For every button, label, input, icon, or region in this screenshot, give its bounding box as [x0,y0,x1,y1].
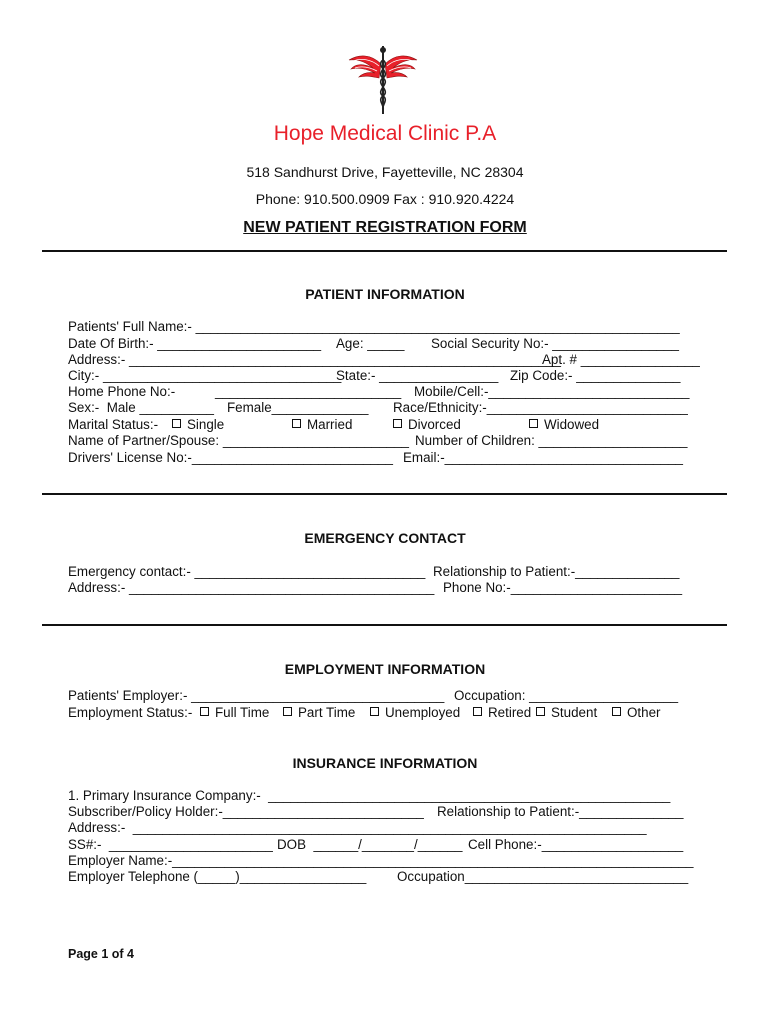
insurance-relationship-field[interactable]: Relationship to Patient:-______________ [437,804,684,819]
checkbox-icon[interactable] [370,707,379,716]
employment-status-label: Employment Status:- [68,705,193,720]
dob-field[interactable]: Date Of Birth:- ______________________ [68,336,322,351]
caduceus-icon [345,42,421,116]
ssn-field[interactable]: Social Security No:- _________________ [431,336,679,351]
option-label: Part Time [298,705,356,720]
employer-field[interactable]: Patients' Employer:- __________________________________ [68,688,445,703]
employer-telephone-field[interactable]: Employer Telephone (_____)_________________ [68,869,367,884]
checkbox-icon[interactable] [283,707,292,716]
marital-single-option[interactable] [172,417,224,433]
occupation-field[interactable]: Occupation: ____________________ [454,688,679,703]
option-label: Widowed [544,417,600,432]
checkbox-icon[interactable] [612,707,621,716]
state-field[interactable]: State:- ________________ [336,368,499,383]
children-field[interactable]: Number of Children: ____________________ [415,433,688,448]
primary-insurance-field[interactable]: 1. Primary Insurance Company:- ______________________________________________________ [68,788,671,803]
divider [42,624,727,626]
option-label: Unemployed [385,705,461,720]
option-label: Single [187,417,225,432]
status-full-time-option[interactable] [200,705,269,721]
subscriber-field[interactable]: Subscriber/Policy Holder:-___________________________ [68,804,424,819]
emergency-contact-field[interactable]: Emergency contact:- _______________________________ [68,564,426,579]
marital-status-label: Marital Status:- [68,417,159,432]
option-label: Retired [488,705,532,720]
mobile-field[interactable]: Mobile/Cell:-___________________________ [414,384,690,399]
insurance-dob-field[interactable]: DOB ______/_______/______ [277,837,463,852]
sex-female-field[interactable]: Female_____________ [227,400,369,415]
insurance-address-field[interactable]: Address:- _____________________________________________________________________ [68,820,647,835]
checkbox-icon[interactable] [200,707,209,716]
insurance-info-title: INSURANCE INFORMATION [292,755,478,771]
home-phone-field[interactable]: _________________________ [215,384,402,399]
city-field[interactable]: City:- ________________________________ [68,368,342,383]
form-title: NEW PATIENT REGISTRATION FORM [243,219,527,236]
checkbox-icon[interactable] [473,707,482,716]
checkbox-icon[interactable] [529,419,538,428]
option-label: Student [551,705,598,720]
page-number: Page 1 of 4 [68,947,134,961]
partner-field[interactable]: Name of Partner/Spouse: _________________________ [68,433,409,448]
marital-married-option[interactable] [292,417,352,433]
emergency-contact-title: EMERGENCY CONTACT [304,530,466,546]
home-phone-label: Home Phone No:- [68,384,176,399]
option-label: Other [627,705,661,720]
email-field[interactable]: Email:-________________________________ [403,450,683,465]
marital-widowed-option[interactable] [529,417,599,433]
marital-divorced-option[interactable] [393,417,461,433]
divider [42,493,727,495]
checkbox-icon[interactable] [172,419,181,428]
status-other-option[interactable] [612,705,661,721]
checkbox-icon[interactable] [292,419,301,428]
insurance-occupation-field[interactable]: Occupation______________________________ [397,869,689,884]
employer-name-field[interactable]: Employer Name:-______________________________________________________________________ [68,853,694,868]
license-field[interactable]: Drivers' License No:-___________________________ [68,450,393,465]
option-label: Full Time [215,705,270,720]
checkbox-icon[interactable] [536,707,545,716]
emergency-relationship-field[interactable]: Relationship to Patient:-______________ [433,564,680,579]
full-name-field[interactable]: Patients' Full Name:- _________________________________________________________________ [68,319,680,334]
clinic-address: 518 Sandhurst Drive, Fayetteville, NC 28304 [246,164,524,180]
zip-field[interactable]: Zip Code:- ______________ [510,368,681,383]
apt-field[interactable]: Apt. # ________________ [542,352,700,367]
insurance-ss-field[interactable]: SS#:- ______________________ [68,837,273,852]
patient-info-title: PATIENT INFORMATION [305,286,465,302]
option-label: Married [307,417,353,432]
emergency-address-field[interactable]: Address:- _________________________________________ [68,580,435,595]
employment-info-title: EMPLOYMENT INFORMATION [284,661,486,677]
age-field[interactable]: Age: _____ [336,336,405,351]
address-field[interactable]: Address:- __________________________________________________________ [68,352,561,367]
status-student-option[interactable] [536,705,597,721]
status-part-time-option[interactable] [283,705,355,721]
sex-male-field[interactable]: Sex:- Male __________ [68,400,214,415]
insurance-cell-field[interactable]: Cell Phone:-___________________ [468,837,684,852]
status-retired-option[interactable] [473,705,531,721]
status-unemployed-option[interactable] [370,705,460,721]
race-field[interactable]: Race/Ethnicity:-___________________________ [393,400,688,415]
option-label: Divorced [408,417,461,432]
divider [42,250,727,252]
clinic-phone-fax: Phone: 910.500.0909 Fax : 910.920.4224 [255,191,515,207]
checkbox-icon[interactable] [393,419,402,428]
clinic-name: Hope Medical Clinic P.A [273,122,497,145]
emergency-phone-field[interactable]: Phone No:-_______________________ [443,580,683,595]
